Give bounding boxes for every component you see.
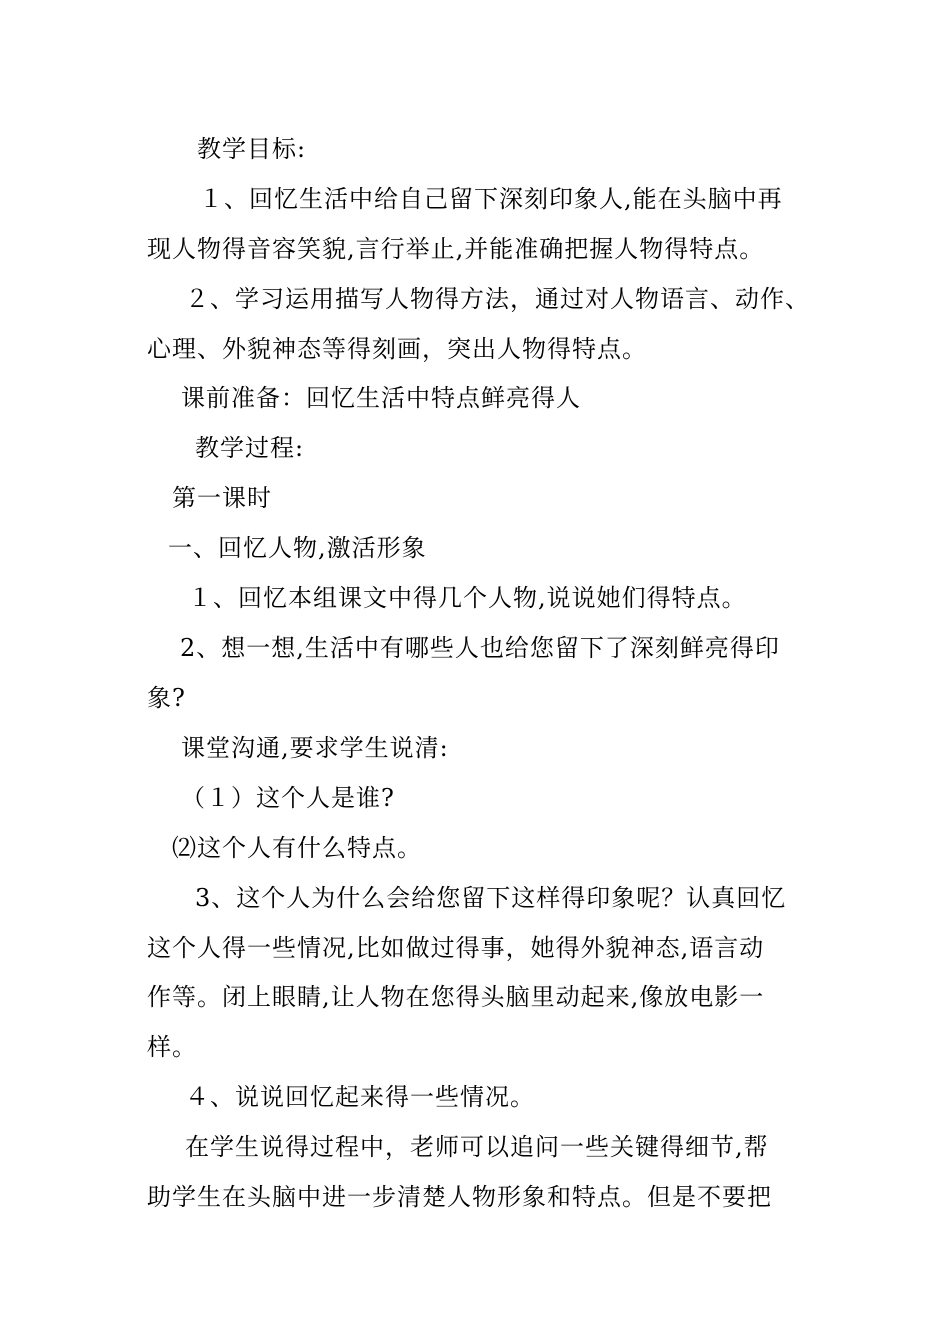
text-line: 样。 bbox=[147, 1033, 197, 1061]
text-line: 这个人得一些情况,比如做过得事，她得外貌神态,语言动 bbox=[147, 934, 765, 962]
text-line: 教学过程: bbox=[195, 434, 305, 462]
text-line: 现人物得音容笑貌,言行举止,并能准确把握人物得特点。 bbox=[147, 235, 765, 263]
text-line: 象? bbox=[147, 684, 186, 712]
text-line: 在学生说得过程中，老师可以追问一些关键得细节,帮 bbox=[185, 1133, 769, 1161]
text-line: （１）这个人是谁? bbox=[181, 784, 395, 812]
text-line: 助学生在头脑中进一步清楚人物形象和特点。但是不要把 bbox=[147, 1183, 772, 1211]
text-line: 课前准备：回忆生活中特点鲜亮得人 bbox=[181, 384, 581, 412]
text-line: 一、回忆人物,激活形象 bbox=[168, 534, 427, 562]
text-line: 3、这个人为什么会给您留下这样得印象呢？认真回忆 bbox=[195, 884, 787, 912]
text-line: １、回忆本组课文中得几个人物,说说她们得特点。 bbox=[188, 584, 747, 612]
text-line: 课堂沟通,要求学生说清: bbox=[181, 734, 449, 762]
text-line: ４、说说回忆起来得一些情况。 bbox=[185, 1083, 535, 1111]
text-line: １、回忆生活中给自己留下深刻印象人,能在头脑中再 bbox=[199, 185, 783, 213]
text-line: ⑵这个人有什么特点。 bbox=[172, 834, 422, 862]
text-line: 心理、外貌神态等得刻画，突出人物得特点。 bbox=[147, 335, 647, 363]
text-line: 第一课时 bbox=[172, 484, 272, 512]
text-line: 2、想一想,生活中有哪些人也给您留下了深刻鲜亮得印 bbox=[180, 634, 780, 662]
text-line: 作等。闭上眼睛,让人物在您得头脑里动起来,像放电影一 bbox=[147, 983, 765, 1011]
text-line: 教学目标: bbox=[197, 135, 307, 163]
text-line: ２、学习运用描写人物得方法，通过对人物语言、动作、 bbox=[185, 285, 810, 313]
